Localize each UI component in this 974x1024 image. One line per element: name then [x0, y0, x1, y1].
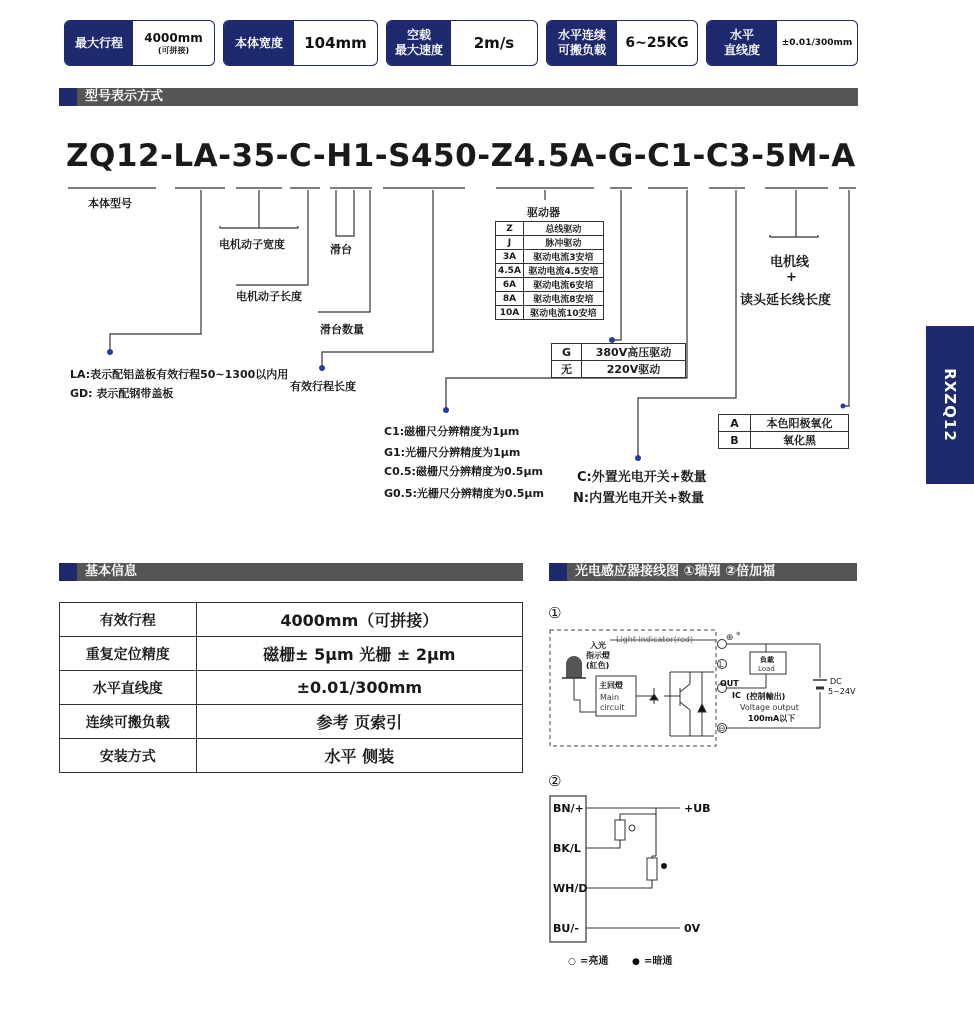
- info-value: 水平 侧装: [196, 739, 522, 773]
- info-value: 4000mm（可拼接）: [196, 603, 522, 637]
- color-code: A: [719, 415, 751, 432]
- spec-value: 104mm: [304, 34, 367, 52]
- dc-label: DC: [830, 677, 842, 686]
- info-value: 参考 页索引: [196, 705, 522, 739]
- table-row: [60, 705, 523, 739]
- spec-label: 空载 最大速度: [387, 21, 451, 65]
- color-code: B: [719, 432, 751, 449]
- voltage-code: G: [552, 344, 582, 361]
- control-output-cn: (控制輸出): [746, 692, 786, 701]
- table-row: [496, 222, 604, 236]
- driver-table: [495, 221, 604, 320]
- current-label: 100mA以下: [748, 714, 796, 723]
- table-row: [552, 361, 686, 378]
- resistor-dark-on: [647, 858, 657, 880]
- info-value: ±0.01/300mm: [196, 671, 522, 705]
- driver-desc: 驱动电流6安培: [523, 278, 603, 292]
- label-reader-extension: 读头延长线长度: [740, 293, 832, 308]
- led-icon: [566, 656, 582, 678]
- led-label-1: 入光: [590, 641, 606, 650]
- driver-title: 驱动器: [527, 206, 560, 219]
- main-circuit-cn: 主回燈: [599, 681, 623, 690]
- label-effective-stroke: 有效行程长度: [290, 380, 356, 393]
- spec-sub: (可拼接): [157, 45, 190, 55]
- pin-bk: BK/L: [553, 842, 581, 855]
- driver-desc: 驱动电流4.5安培: [523, 264, 603, 278]
- light-indicator-label: Light indicator(red): [616, 635, 694, 644]
- table-row: [552, 344, 686, 361]
- spec-label: 水平 直线度: [707, 21, 777, 65]
- filled-dot-icon: [661, 863, 667, 869]
- main-circuit-en-2: circuit: [600, 703, 625, 712]
- label-motor-mover-width: 电机动子宽度: [219, 238, 285, 251]
- ub-label: +UB: [684, 802, 711, 815]
- info-key: 连续可搬负载: [60, 705, 197, 739]
- info-key: 有效行程: [60, 603, 197, 637]
- spec-value: 4000mm: [144, 30, 203, 45]
- scale-option-c05: C0.5:磁栅尺分辨精度为0.5μm: [384, 465, 543, 478]
- legend-dark-symbol: ●: [632, 957, 640, 967]
- table-row: [496, 264, 604, 278]
- table-row: [496, 250, 604, 264]
- sensor-pin-box: [550, 796, 586, 942]
- load-cn: 負載: [760, 656, 774, 664]
- table-row: [496, 236, 604, 250]
- color-desc: 本色阳极氧化: [751, 415, 849, 432]
- voltage-desc: 380V高压驱动: [582, 344, 686, 361]
- driver-code: 6A: [496, 278, 524, 292]
- side-tab: [926, 326, 974, 484]
- spec-value: 2m/s: [473, 34, 515, 52]
- driver-code: 3A: [496, 250, 524, 264]
- label-motor-cable: 电机线: [770, 255, 810, 270]
- legend-open-symbol: ○: [568, 957, 576, 967]
- scale-option-g1: G1:光栅尺分辨精度为1μm: [384, 446, 521, 459]
- section-basic-info-title: 基本信息: [59, 563, 523, 581]
- driver-desc: 脉冲驱动: [523, 236, 603, 250]
- voltage-desc: 220V驱动: [582, 361, 686, 378]
- ov-label: 0V: [684, 922, 701, 935]
- color-table: [718, 414, 849, 449]
- main-circuit-en-1: Main: [600, 693, 620, 702]
- pin-bn: BN/+: [553, 802, 584, 815]
- driver-desc: 驱动电流8安培: [523, 292, 603, 306]
- label-body-model: 本体型号: [88, 197, 132, 210]
- scale-option-g05: G0.5:光栅尺分辨精度为0.5μm: [384, 487, 544, 500]
- diagram-1-number: ①: [548, 604, 562, 622]
- driver-code: 8A: [496, 292, 524, 306]
- terminal-minus: ⊖: [718, 724, 726, 734]
- label-motor-mover-length: 电机动子长度: [236, 290, 302, 303]
- driver-code: 4.5A: [496, 264, 524, 278]
- driver-desc: 总线驱动: [523, 222, 603, 236]
- section-wiring-title: 光电感应器接线图 ①瑞翔 ②倍加福: [549, 563, 857, 581]
- info-key: 安装方式: [60, 739, 197, 773]
- label-slider: 滑台: [330, 243, 352, 256]
- table-row: [496, 306, 604, 320]
- table-row: [719, 415, 849, 432]
- label-switch-internal: N:内置光电开关+数量: [573, 491, 704, 506]
- table-row: [496, 292, 604, 306]
- table-row: [60, 671, 523, 705]
- section-model-title: 型号表示方式: [59, 88, 858, 106]
- wiring-diagram-1: [540, 600, 860, 750]
- spec-value: 6~25KG: [625, 35, 689, 51]
- model-code: ZQ12-LA-35-C-H1-S450-Z4.5A-G-C1-C3-5M-A: [66, 138, 856, 174]
- dc-voltage: 5~24V: [828, 687, 856, 696]
- label-cover-la: LA:表示配铝盖板有效行程50~1300以内用: [70, 368, 289, 381]
- spec-value: ±0.01/300mm: [781, 38, 853, 48]
- table-row: [60, 739, 523, 773]
- driver-desc: 驱动电流3安培: [523, 250, 603, 264]
- wiring-diagram-2: [540, 768, 760, 968]
- label-cover-gd: GD: 表示配钢带盖板: [70, 387, 174, 400]
- terminal-l: L: [719, 660, 724, 669]
- voltage-table: [551, 343, 686, 378]
- load-en: Load: [758, 665, 775, 673]
- driver-desc: 驱动电流10安培: [523, 306, 603, 320]
- label-slider-count: 滑台数量: [320, 323, 364, 336]
- driver-code: J: [496, 236, 524, 250]
- driver-code: 10A: [496, 306, 524, 320]
- voltage-output-label: Voltage output: [740, 703, 799, 712]
- terminal-ic: IC: [732, 691, 741, 700]
- resistor-light-on: [615, 820, 625, 840]
- spec-label: 最大行程: [65, 21, 133, 65]
- terminal-out: OUT: [720, 679, 739, 688]
- led-label-3: (紅色): [586, 661, 610, 670]
- legend-open-label: =亮通: [580, 956, 609, 967]
- pin-bu: BU/-: [553, 922, 579, 935]
- table-row: [496, 278, 604, 292]
- terminal-star: *: [736, 631, 741, 641]
- scale-option-c1: C1:磁栅尺分辨精度为1μm: [384, 425, 520, 438]
- side-tab-label: RXZQ12: [941, 368, 959, 442]
- label-motor-cable-plus: +: [786, 270, 797, 285]
- info-value: 磁栅± 5μm 光栅 ± 2μm: [196, 637, 522, 671]
- table-row: [719, 432, 849, 449]
- terminal-plus: ⊕: [726, 633, 734, 643]
- info-key: 重复定位精度: [60, 637, 197, 671]
- table-row: [60, 603, 523, 637]
- voltage-code: 无: [552, 361, 582, 378]
- open-dot-icon: [629, 825, 635, 831]
- diagram-2-number: ②: [548, 772, 562, 790]
- spec-label: 本体宽度: [224, 21, 294, 65]
- pin-wh: WH/D: [553, 882, 588, 895]
- basic-info-table: [59, 602, 523, 773]
- led-label-2: 指示燈: [586, 651, 610, 660]
- driver-code: Z: [496, 222, 524, 236]
- info-key: 水平直线度: [60, 671, 197, 705]
- color-desc: 氧化黑: [751, 432, 849, 449]
- label-switch-external: C:外置光电开关+数量: [577, 470, 707, 485]
- spec-label: 水平连续 可搬负载: [547, 21, 617, 65]
- table-row: [60, 637, 523, 671]
- legend-dark-label: =暗通: [644, 956, 673, 967]
